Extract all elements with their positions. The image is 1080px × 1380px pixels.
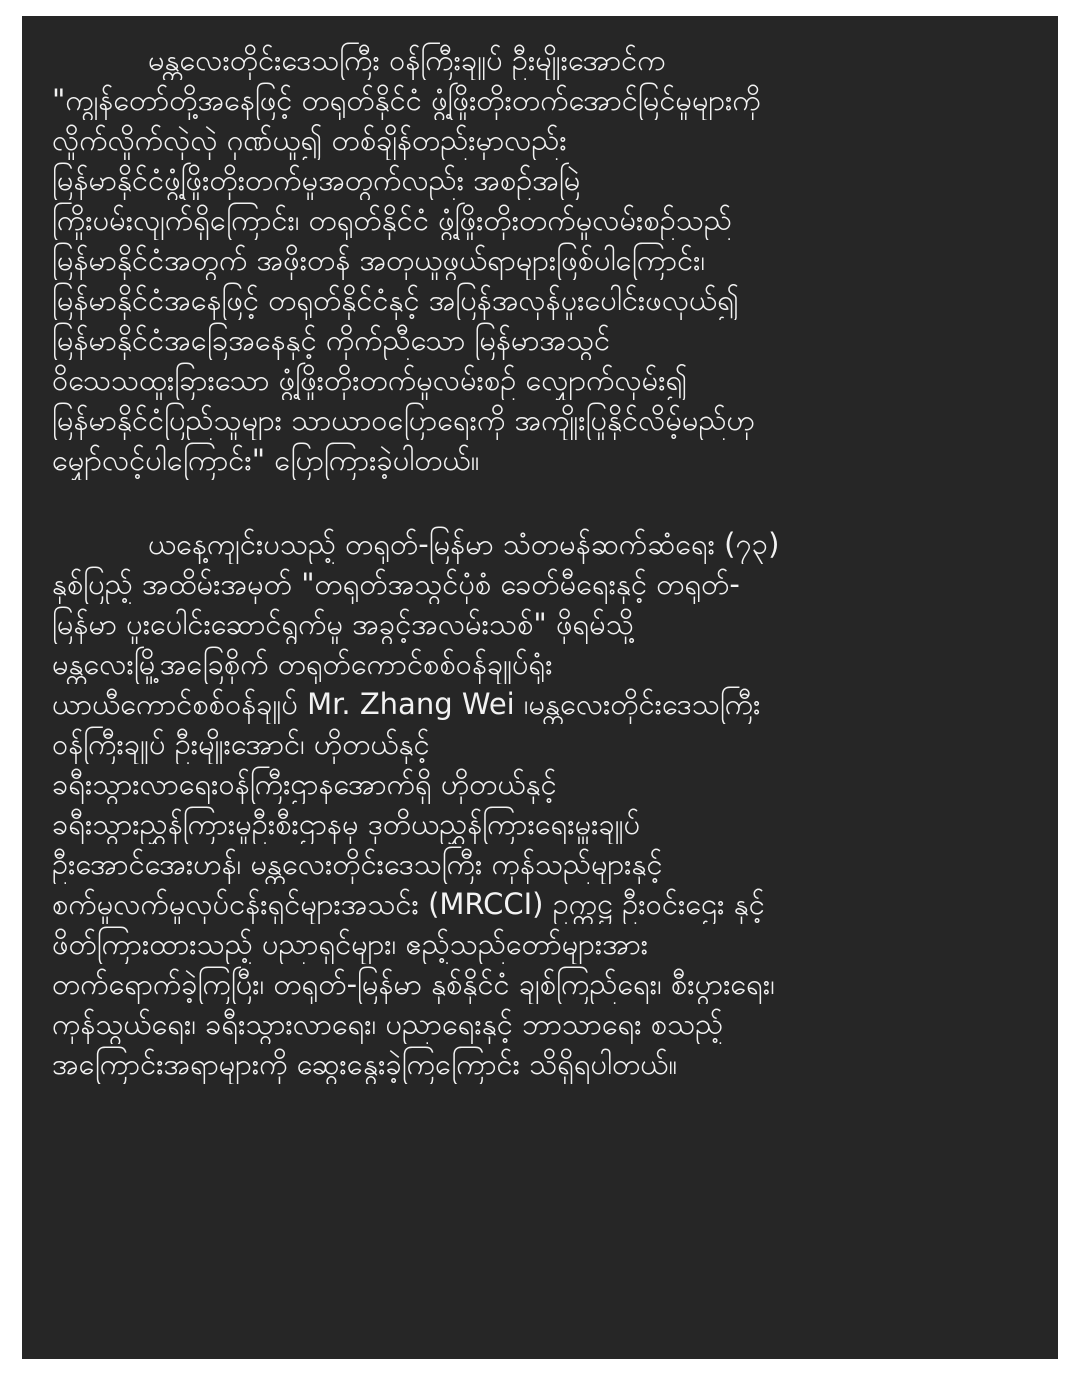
- text-line: "ကျွန်တော်တို့အနေဖြင့် တရုတ်နိုင်ငံ ဖွံ့ဖြိုးတိုးတက်အောင်မြင်မှုများကို: [52, 83, 761, 117]
- text-line: စက်မှုလက်မှုလုပ်ငန်းရှင်များအသင်း (MRCCI) ဥက္ကဋ္ဌ ဦးဝင်းဌေး နှင့်: [52, 887, 765, 921]
- paragraph-2: [52, 524, 1028, 1084]
- text-line: မြန်မာနိုင်ငံအတွက် အဖိုးတန် အတုယူဖွယ်ရာများဖြစ်ပါကြောင်း၊: [52, 243, 706, 277]
- text-line: မြန်မာနိုင်ငံဖွံ့ဖြိုးတိုးတက်မှုအတွက်လည်း အစဉ်အမြဲ: [52, 163, 581, 197]
- text-line: မြန်မာ ပူးပေါင်းဆောင်ရွက်မှု အခွင့်အလမ်းသစ်" ဖိုရမ်သို့: [52, 607, 634, 641]
- text-line: ကုန်သွယ်ရေး၊ ခရီးသွားလာရေး၊ ပညာရေးနှင့် ဘာသာရေး စသည့်: [52, 1007, 724, 1041]
- text-line: နှစ်ပြည့် အထိမ်းအမှတ် "တရုတ်အသွင်ပုံစံ ခေတ်မီရေးနှင့် တရုတ်-: [52, 567, 740, 601]
- paragraph-1: [52, 40, 1028, 480]
- text-line: ဦးအောင်အေးဟန်၊ မန္တလေးတိုင်းဒေသကြီး ကုန်သည်များနှင့်: [52, 847, 663, 881]
- article-panel: [22, 16, 1058, 1359]
- text-line: ခရီးသွားညွှန်ကြားမှုဦးစီးဌာနမှ ဒုတိယညွှန်ကြားရေးမှူးချုပ်: [52, 807, 641, 841]
- text-line: မြန်မာနိုင်ငံအနေဖြင့် တရုတ်နိုင်ငံနှင့် အပြန်အလှန်ပူးပေါင်းဖလှယ်၍: [52, 283, 739, 317]
- text-line: တက်ရောက်ခဲ့ကြပြီး၊ တရုတ်-မြန်မာ နှစ်နိုင်ငံ ချစ်ကြည်ရေး၊ စီးပွားရေး၊: [52, 967, 775, 1001]
- text-line: ခရီးသွားလာရေးဝန်ကြီးဌာနအောက်ရှိ ဟိုတယ်နှင့်: [52, 767, 557, 801]
- text-line: ဝန်ကြီးချုပ် ဦးမျိုးအောင်၊ ဟိုတယ်နှင့်: [52, 727, 430, 761]
- text-line: လှိုက်လှိုက်လှဲလှဲ ဂုဏ်ယူ၍ တစ်ချိန်တည်းမှာလည်း: [52, 123, 567, 157]
- text-line: မန္တလေးတိုင်းဒေသကြီး ဝန်ကြီးချုပ် ဦးမျိုးအောင်က: [148, 43, 666, 77]
- text-line: မျှော်လင့်ပါကြောင်း" ပြောကြားခဲ့ပါတယ်။: [52, 443, 480, 477]
- text-line: ယနေ့ကျင်းပသည့် တရုတ်-မြန်မာ သံတမန်ဆက်ဆံရေး (၇၃): [148, 527, 780, 561]
- text-line: ယာယီကောင်စစ်ဝန်ချုပ် Mr. Zhang Wei ၊မန္တလေးတိုင်းဒေသကြီး: [52, 687, 761, 721]
- paragraph-spacer: [52, 480, 1028, 524]
- text-line: မြန်မာနိုင်ငံပြည်သူများ သာယာဝပြောရေးကို အကျိုးပြုနိုင်လိမ့်မည်ဟု: [52, 403, 755, 437]
- text-line: ဝိသေသထူးခြားသော ဖွံ့ဖြိုးတိုးတက်မှုလမ်းစဉ် လျှောက်လှမ်း၍: [52, 363, 688, 397]
- text-line: ကြိုးပမ်းလျက်ရှိကြောင်း၊ တရုတ်နိုင်ငံ ဖွံ့ဖြိုးတိုးတက်မှုလမ်းစဉ်သည်: [52, 203, 732, 237]
- text-line: ဖိတ်ကြားထားသည့် ပညာရှင်များ၊ ဧည့်သည်တော်များအား: [52, 927, 649, 961]
- text-line: မြန်မာနိုင်ငံအခြေအနေနှင့် ကိုက်ညီသော မြန်မာအသွင်: [52, 323, 611, 357]
- text-line: အကြောင်းအရာများကို ဆွေးနွေးခဲ့ကြကြောင်း သိရှိရပါတယ်။: [52, 1047, 678, 1081]
- text-line: မန္တလေးမြို့အခြေစိုက် တရုတ်ကောင်စစ်ဝန်ချုပ်ရုံး: [52, 647, 553, 681]
